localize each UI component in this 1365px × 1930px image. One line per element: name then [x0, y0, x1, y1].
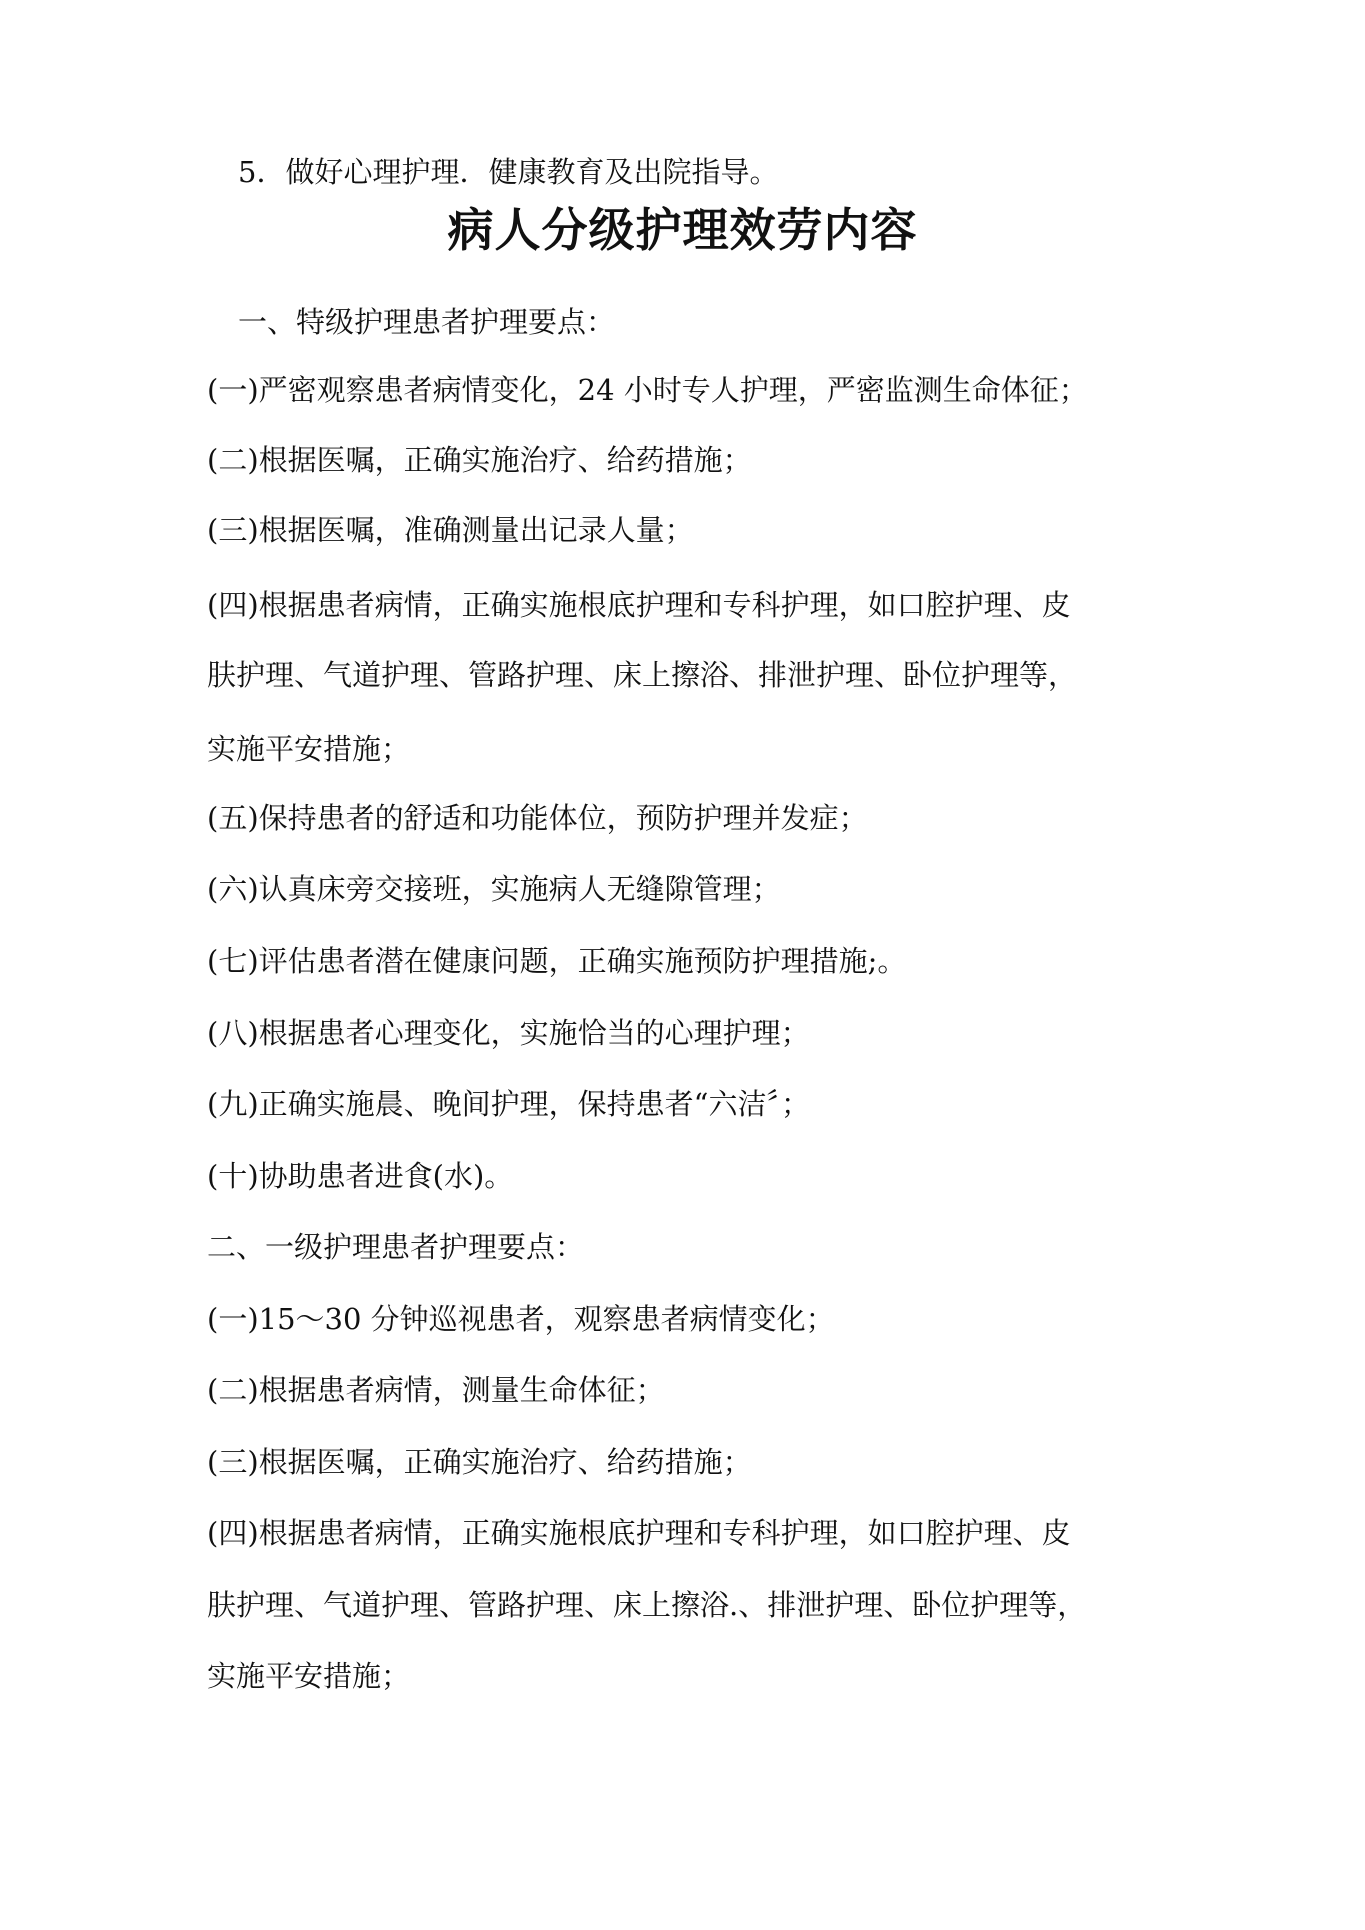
paragraph-line: (六)认真床旁交接班，实施病人无缝隙管理；	[207, 872, 781, 906]
paragraph-line: (四)根据患者病情，正确实施根底护理和专科护理，如口腔护理、皮	[207, 588, 1071, 622]
paragraph-line: (十)协助患者进食(水)。	[207, 1159, 514, 1193]
paragraph-line: (四)根据患者病情，正确实施根底护理和专科护理，如口腔护理、皮	[207, 1516, 1071, 1550]
paragraph-line: 肤护理、气道护理、管路护理、床上擦浴.、排泄护理、卧位护理等，	[207, 1588, 1087, 1622]
paragraph-line: (九)正确实施晨、晚间护理，保持患者“六洁〞；	[207, 1087, 810, 1121]
paragraph-line: (二)根据医嘱，正确实施治疗、给药措施；	[207, 443, 752, 477]
paragraph-line: (五)保持患者的舒适和功能体位，预防护理并发症；	[207, 801, 868, 835]
section-heading: 二、一级护理患者护理要点：	[207, 1230, 585, 1264]
paragraph-line: (三)根据医嘱，正确实施治疗、给药措施；	[207, 1445, 752, 1479]
paragraph-line: (一)严密观察患者病情变化，24 小时专人护理，严密监测生命体征；	[207, 373, 1088, 407]
paragraph-line: (七)评估患者潜在健康问题，正确实施预防护理措施;。	[207, 944, 907, 978]
section-heading: 一、特级护理患者护理要点：	[238, 305, 616, 339]
paragraph-line: (三)根据医嘱，准确测量出记录人量；	[207, 513, 694, 547]
paragraph-line: (一)15～30 分钟巡视患者，观察患者病情变化；	[207, 1302, 835, 1336]
paragraph-line: (二)根据患者病情，测量生命体征；	[207, 1373, 665, 1407]
intro-line: 5．做好心理护理．健康教育及出院指导。	[238, 155, 779, 189]
page-title: 病人分级护理效劳内容	[447, 203, 918, 257]
paragraph-line: 实施平安措施；	[207, 1659, 411, 1693]
paragraph-line: (八)根据患者心理变化，实施恰当的心理护理；	[207, 1016, 810, 1050]
paragraph-line: 实施平安措施；	[207, 732, 411, 766]
paragraph-line: 肤护理、气道护理、管路护理、床上擦浴、排泄护理、卧位护理等，	[207, 658, 1078, 692]
